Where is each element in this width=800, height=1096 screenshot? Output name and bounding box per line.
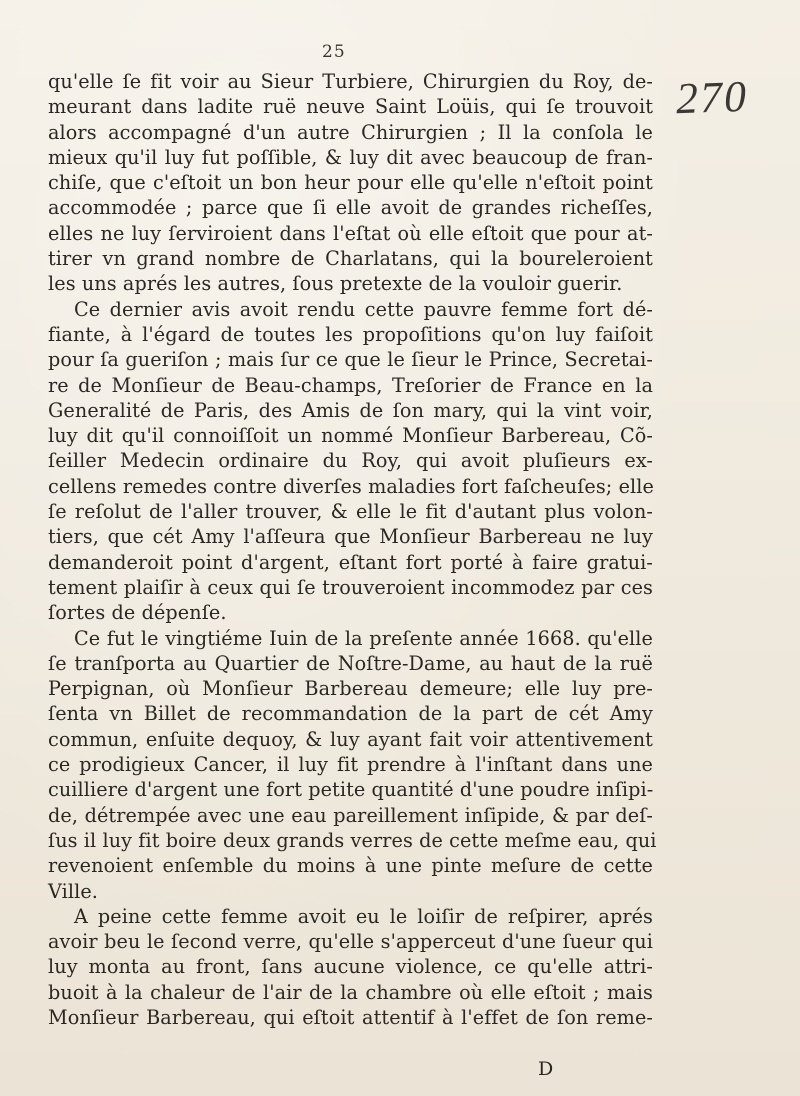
body-text — [48, 69, 657, 1030]
text-line: ſe reſolut de l'aller trouver, & elle le fit d'autant plus volon- — [48, 500, 653, 524]
text-line: avoir beu le ſecond verre, qu'elle s'apperceut d'une ſueur qui — [48, 930, 653, 954]
text-line: cuilliere d'argent une fort petite quantité d'une poudre inſipi- — [48, 778, 654, 802]
text-line: Generalité de Paris, des Amis de ſon mary, qui la vint voir, — [48, 398, 653, 422]
text-line: buoit à la chaleur de l'air de la chambre où elle eſtoit ; mais — [48, 980, 653, 1004]
text-line: tirer vn grand nombre de Charlatans, qui la boureleroient — [48, 247, 653, 271]
text-line: luy dit qu'il connoiſſoit un nommé Monſieur Barbereau, Cõ- — [48, 424, 653, 448]
text-line: revenoient enſemble du moins à une pinte meſure de cette — [48, 854, 653, 878]
text-line: ſus il luy fit boire deux grands verres de cette meſme eau, qui — [48, 828, 657, 852]
text-line: accommodée ; parce que ſi elle avoit de grandes richeſſes, — [48, 196, 653, 220]
text-line: Ville. — [48, 879, 98, 903]
handwritten-folio-number: 270 — [675, 71, 749, 124]
text-line: demanderoit point d'argent, eſtant fort porté à faire gratui- — [48, 550, 653, 574]
text-line: re de Monſieur de Beau-champs, Treſorier de France en la — [48, 373, 653, 397]
text-line: pour ſa gueriſon ; mais ſur ce que le ſieur le Prince, Secretai- — [48, 348, 653, 372]
text-line: ſenta vn Billet de recommandation de la part de cét Amy — [48, 702, 653, 726]
text-line: commun, enſuite dequoy, & luy ayant fait voir attentivement — [48, 727, 653, 751]
paragraph-start-line: Ce dernier avis avoit rendu cette pauvre femme fort dé- — [74, 297, 653, 321]
paragraph-start-line: Ce fut le vingtiéme Iuin de la preſente année 1668. qu'elle — [74, 626, 653, 650]
text-line: ſeiller Medecin ordinaire du Roy, qui avoit pluſieurs ex- — [48, 449, 653, 473]
text-line: ce prodigieux Cancer, il luy fit prendre à l'inſtant dans une — [48, 753, 653, 777]
text-line: luy monta au front, ſans aucune violence, ce qu'elle attri- — [48, 955, 653, 979]
text-line: alors accompagné d'un autre Chirurgien ; Il la conſola le — [48, 120, 653, 144]
text-line: ſe tranſporta au Quartier de Noſtre-Dame, au haut de la ruë — [48, 651, 653, 675]
text-line: meurant dans ladite ruë neuve Saint Loüis, qui ſe trouvoit — [48, 95, 653, 119]
signature-mark: D — [538, 1058, 554, 1080]
page-number: 25 — [322, 42, 346, 62]
text-line: ſortes de dépenſe. — [48, 601, 227, 625]
text-line: tiers, que cét Amy l'aſſeura que Monſieur Barbereau ne luy — [48, 525, 653, 549]
paragraph-start-line: A peine cette femme avoit eu le loiſir de reſpirer, aprés — [74, 904, 653, 928]
text-line: Perpignan, où Monſieur Barbereau demeure; elle luy pre- — [48, 677, 653, 701]
text-line: les uns aprés les autres, ſous pretexte de la vouloir guerir. — [48, 272, 623, 296]
text-line: qu'elle ſe fit voir au Sieur Turbiere, Chirurgien du Roy, de- — [48, 70, 653, 93]
text-line: mieux qu'il luy fut poſſible, & luy dit avec beaucoup de fran- — [48, 145, 653, 169]
text-line: Monſieur Barbereau, qui eſtoit attentif à l'effet de ſon reme- — [48, 1005, 653, 1029]
text-line: cellens remedes contre diverſes maladies fort faſcheuſes; elle — [48, 474, 654, 498]
text-line: elles ne luy ſerviroient dans l'eſtat où elle eſtoit que pour at- — [48, 221, 653, 245]
text-line: fiante, à l'égard de toutes les propoſitions qu'on luy faiſoit — [48, 322, 653, 346]
text-line: chiſe, que c'eſtoit un bon heur pour elle qu'elle n'eſtoit point — [48, 171, 653, 195]
text-line: de, détrempée avec une eau pareillement inſipide, & par deſ- — [48, 803, 653, 827]
text-line: tement plaiſir à ceux qui ſe trouveroient incommodez par ces — [48, 575, 653, 599]
